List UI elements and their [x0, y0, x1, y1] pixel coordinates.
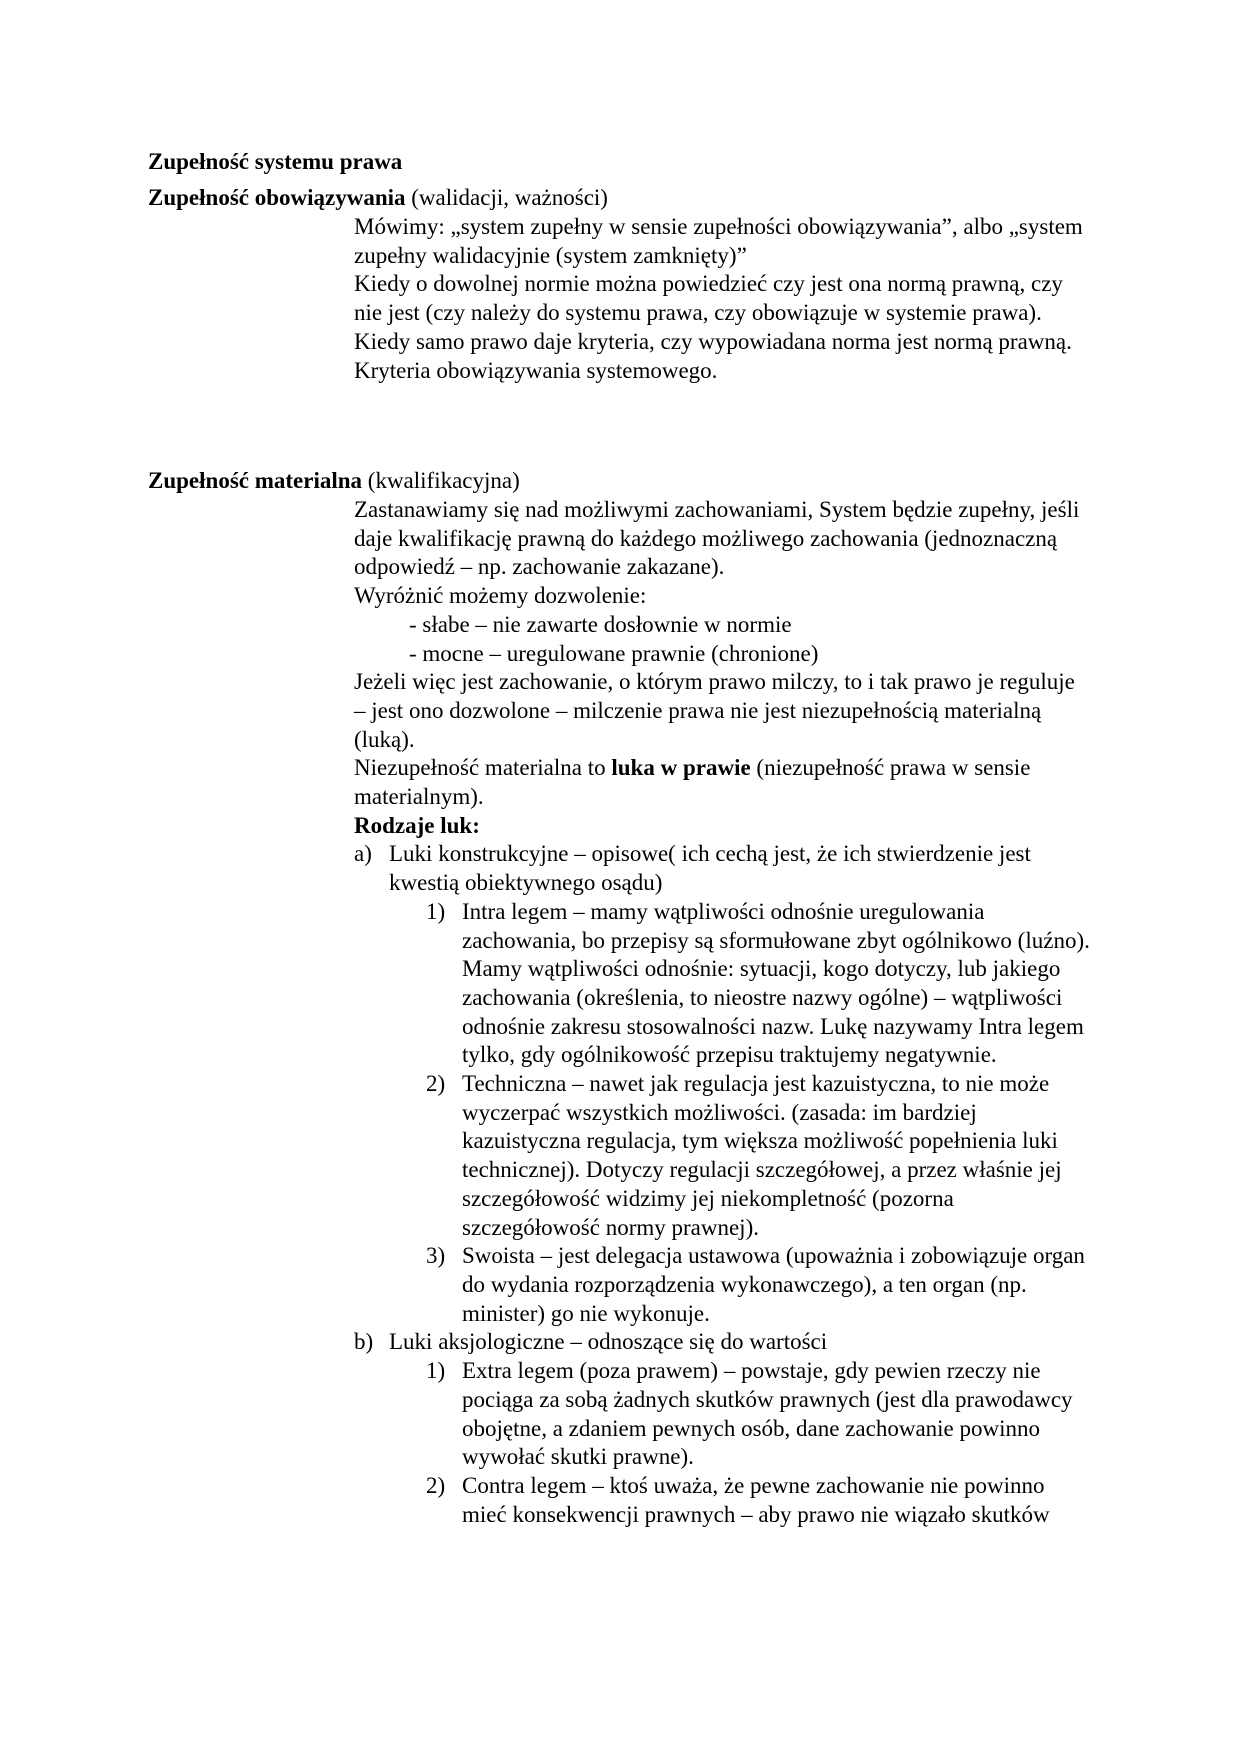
- section-body-validity: [354, 213, 1090, 385]
- list-marker: 1): [426, 898, 446, 924]
- list-item-text: Luki aksjologiczne – odnoszące się do wartości: [389, 1329, 828, 1355]
- list-marker: 1): [426, 1358, 446, 1384]
- list-item-text: Intra legem – mamy wątpliwości odnośnie uregulowania zachowania, bo przepisy są sformułowane zbyt ogólnikowo (luźno). Mamy wątpliwości odnośnie: sytuacji, kogo dotyczy, lub jakiego zachowania (określenia, to nieostre nazwy ogólne) – wątpliwości odnośnie zakresu stosowalności nazw. Lukę nazywamy Intra legem tylko, gdy ogólnikowość przepisu traktujemy negatywnie.: [462, 898, 1090, 1068]
- section-heading-validity-bold: Zupełność obowiązywania: [148, 185, 406, 210]
- list-marker: a): [354, 841, 372, 867]
- list-item-text: Extra legem (poza prawem) – powstaje, gdy pewien rzeczy nie pociąga za sobą żadnych skutków prawnych (jest dla prawodawcy obojętne, a zdaniem pewnych osób, dane zachowanie powinno wywołać skutki prawne).: [462, 1358, 1073, 1470]
- list-item: [426, 1070, 1090, 1242]
- list-item: [426, 1357, 1090, 1472]
- text-run: Niezupełność materialna to: [354, 755, 612, 781]
- list-item: [426, 1472, 1090, 1529]
- section-body-material: [354, 496, 1090, 1529]
- bold-term: luka w prawie: [611, 755, 751, 781]
- section-heading-material: [148, 467, 520, 496]
- list-marker: b): [354, 1329, 374, 1355]
- list-marker: 2): [426, 1472, 446, 1498]
- list-item-text: Luki konstrukcyjne – opisowe( ich cechą jest, że ich stwierdzenie jest kwestią obiektywnego osądu): [389, 841, 1031, 896]
- list-item-text: Techniczna – nawet jak regulacja jest kazuistyczna, to nie może wyczerpać wszystkich możliwości. (zasada: im bardziej kazuistyczna regulacja, tym większa możliwość popełnienia luki technicznej). Dotyczy regulacji szczegółowej, a przez właśnie jej szczegółowość widzimy jej niekompletność (pozorna szczegółowość normy prawnej).: [462, 1071, 1062, 1240]
- dash-item: - mocne – uregulowane prawnie (chronione): [409, 640, 819, 666]
- list-item-a: [354, 840, 1090, 1328]
- dash-item: - słabe – nie zawarte dosłownie w normie: [409, 611, 792, 637]
- paragraph: Kiedy o dowolnej normie można powiedzieć czy jest ona normą prawną, czy nie jest (czy należy do systemu prawa, czy obowiązuje w systemie prawa).: [354, 271, 1063, 326]
- paragraph: Zastanawiamy się nad możliwymi zachowaniami, System będzie zupełny, jeśli daje kwalifikację prawną do każdego możliwego zachowania (jednoznaczną odpowiedź – np. zachowanie zakazane).: [354, 497, 1080, 580]
- section-heading-validity: [148, 184, 608, 213]
- list-item-b: [354, 1328, 1090, 1529]
- list-item: [426, 1242, 1090, 1328]
- section-heading-material-bold: Zupełność materialna: [148, 468, 363, 493]
- paragraph: Kryteria obowiązywania systemowego.: [354, 357, 718, 383]
- list-marker: 2): [426, 1071, 446, 1097]
- list-item-text: Contra legem – ktoś uważa, że pewne zachowanie nie powinno mieć konsekwencji prawnych – aby prawo nie wiązało skutków: [462, 1472, 1050, 1527]
- section-heading-material-rest: (kwalifikacyjna): [362, 468, 520, 493]
- paragraph: Wyróżnić możemy dozwolenie:: [354, 583, 647, 609]
- list-item-text: Swoista – jest delegacja ustawowa (upoważnia i zobowiązuje organ do wydania rozporządzenia wykonawczego), a ten organ (np. minister) go nie wykonuje.: [462, 1243, 1085, 1326]
- text-run: (niezupełność prawa w sensie materialnym).: [354, 755, 1031, 810]
- list-marker: 3): [426, 1243, 446, 1269]
- section-heading-validity-rest: (walidacji, ważności): [405, 185, 608, 210]
- subheading-gap-types: Rodzaje luk:: [354, 812, 480, 838]
- paragraph: Mówimy: „system zupełny w sensie zupełności obowiązywania”, albo „system zupełny walidacyjnie (system zamknięty)”: [354, 214, 1083, 268]
- list-item: [426, 898, 1090, 1070]
- paragraph: Kiedy samo prawo daje kryteria, czy wypowiadana norma jest normą prawną.: [354, 328, 1072, 354]
- paragraph: [354, 754, 1090, 811]
- paragraph: Jeżeli więc jest zachowanie, o którym prawo milczy, to i tak prawo je reguluje – jest ono dozwolone – milczenie prawa nie jest niezupełnością materialną (luką).: [354, 669, 1075, 752]
- page-title: Zupełność systemu prawa: [148, 149, 403, 174]
